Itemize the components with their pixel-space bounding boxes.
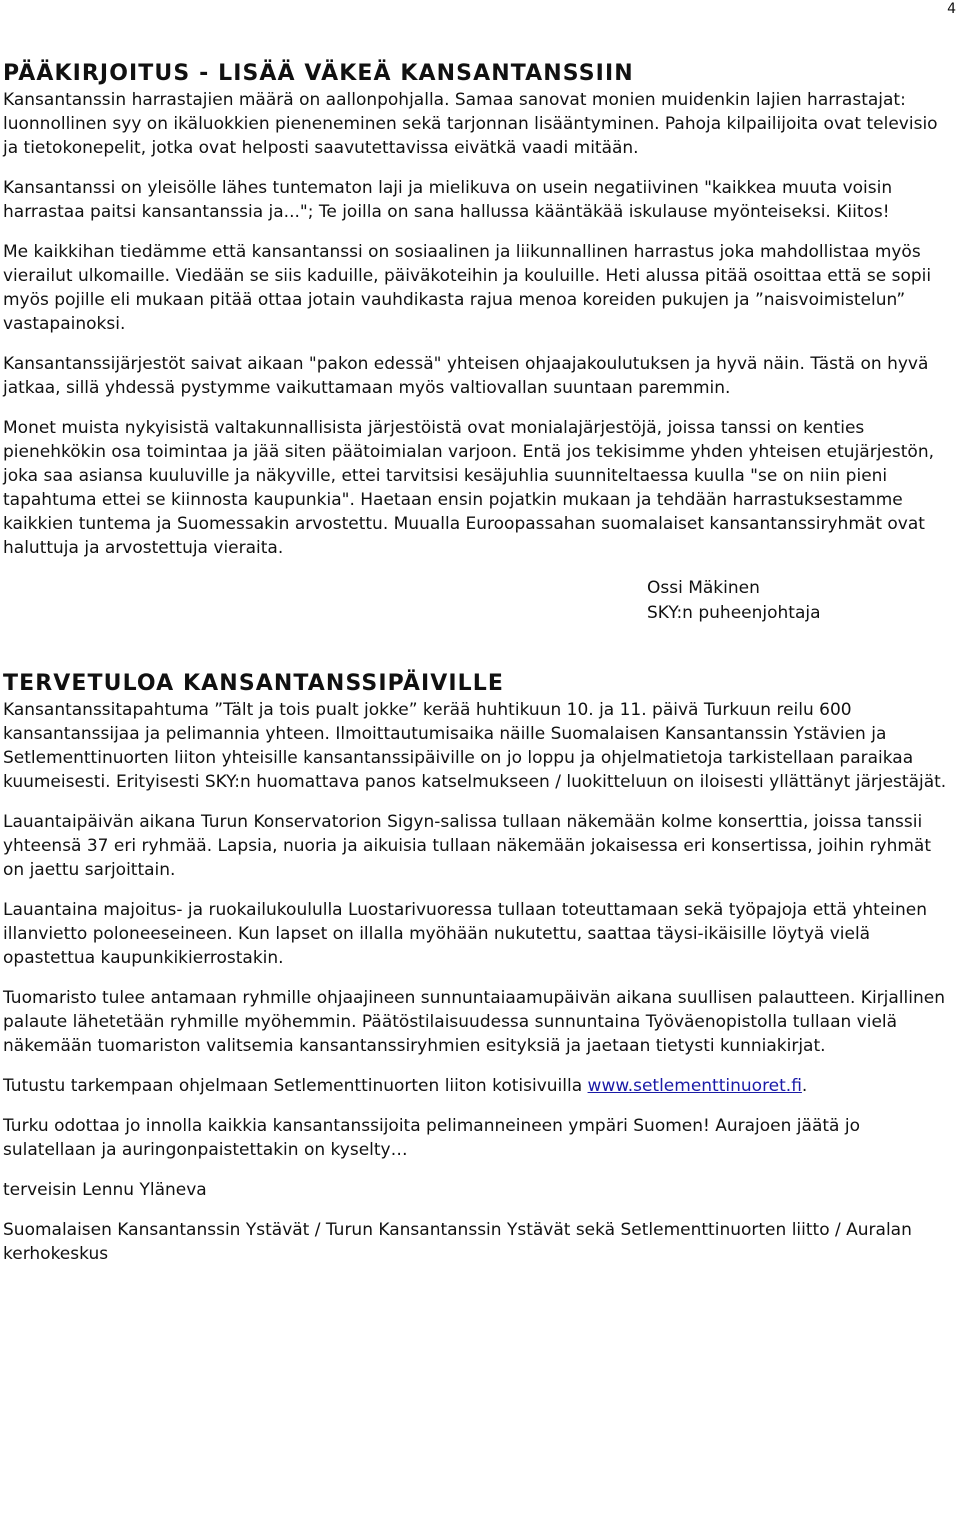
greeting-line: terveisin Lennu Yläneva (3, 1180, 207, 1200)
document-body (3, 60, 953, 1282)
festival-paragraph-1: Kansantanssitapahtuma ”Tält ja tois pualt jokke” kerää huhtikuun 10. ja 11. päivä Turkuun reilu 600 kansantanssijaa ja pelimannia yhteen. Ilmoittautumisaika näille Suomalaisen Kansantanssin Ystävien ja Setlementtinuorten liiton yhteisille kansantanssipäiville on jo loppu ja ohjelmatietoja tarkistellaan paraikaa kuumeisesti. Erityisesti SKY:n huomattava panos katselmukseen / luokitteluun on iloisesti yllättänyt järjestäjät. (3, 700, 947, 792)
setlementtinuoret-link[interactable]: www.setlementtinuoret.fi (587, 1076, 802, 1096)
editorial-paragraph-1: Kansantanssin harrastajien määrä on aallonpohjalla. Samaa sanovat monien muidenkin lajien harrastajat: luonnollinen syy on ikäluokkien pieneneminen sekä tarjonnan lisääntyminen. Pahoja kilpailijoita ovat televisio ja tietokonepelit, jotka ovat helposti saavutettavissa eivätkä vaadi mitään. (3, 90, 938, 158)
signature-name: Ossi Mäkinen (647, 578, 760, 598)
festival-paragraph-4: Tuomaristo tulee antamaan ryhmille ohjaajineen sunnuntaiaamupäivän aikana suullisen palautteen. Kirjallinen palaute lähetetään ryhmille myöhemmin. Päätöstilaisuudessa sunnuntaina Työväenopistolla tullaan vielä näkemään tuomariston valitsemia kansantanssiryhmien esityksiä ja jaetaan tietysti kunniakirjat. (3, 988, 945, 1056)
program-link-prefix: Tutustu tarkempaan ohjelmaan Setlementtinuorten liiton kotisivuilla (3, 1076, 588, 1096)
closing-paragraph: Turku odottaa jo innolla kaikkia kansantanssijoita pelimanneineen ympäri Suomen! Aurajoen jäätä jo sulatellaan ja auringonpaistettakin on kyselty… (3, 1116, 860, 1160)
editorial-paragraph-2: Kansantanssi on yleisölle lähes tuntematon laji ja mielikuva on usein negatiivinen "kaikkea muuta voisin harrastaa paitsi kansantanssia ja..."; Te joilla on sana hallussa kääntäkää iskulause myönteiseksi. Kiitos! (3, 178, 893, 222)
festival-heading: TERVETULOA KANSANTANSSIPÄIVILLE (3, 671, 505, 696)
editorial-signature (647, 576, 953, 626)
editorial-paragraph-3: Me kaikkihan tiedämme että kansantanssi on sosiaalinen ja liikunnallinen harrastus joka mahdollistaa myös vierailut ulkomaille. Viedään se siis kaduille, päiväkoteihin ja kouluille. Heti alussa pitää osoittaa että se sopii myös pojille eli mukaan pitää ottaa jotain vauhdikasta rajua menoa koreiden pukujen ja ”naisvoimistelun” vastapainoksi. (3, 242, 932, 334)
program-link-suffix: . (801, 1076, 808, 1096)
editorial-heading: PÄÄKIRJOITUS - LISÄÄ VÄKEÄ KANSANTANSSIIN (3, 61, 634, 86)
organizations-line: Suomalaisen Kansantanssin Ystävät / Turun Kansantanssin Ystävät sekä Setlementtinuorten liitto / Auralan kerhokeskus (3, 1220, 912, 1264)
festival-section (3, 670, 953, 1266)
signature-role: SKY:n puheenjohtaja (647, 603, 821, 623)
editorial-paragraph-5: Monet muista nykyisistä valtakunnallisista järjestöistä ovat monialajärjestöjä, joissa tanssi on kenties pienehkökin osa toimintaa ja jää siten päätoimialan varjoon. Entä jos tekisimme yhden yhteisen etujärjestön, joka saa asiansa kuuluville ja näkyville, ettei tarvitsisi kesäjuhlia suunniteltaessa kuulla "se on niin pieni tapahtuma ettei se kiinnosta kaupunkia". Haetaan ensin pojatkin mukaan ja tehdään harrastuksestamme kaikkien tuntema ja Suomessakin arvostettu. Muualla Euroopassahan suomalaiset kansantanssiryhmät ovat haluttuja ja arvostettuja vieraita. (3, 418, 934, 558)
festival-paragraph-2: Lauantaipäivän aikana Turun Konservatorion Sigyn-salissa tullaan näkemään kolme konserttia, joissa tanssii yhteensä 37 eri ryhmää. Lapsia, nuoria ja aikuisia tullaan näkemään jokaisessa eri konsertissa, joihin ryhmät on jaettu sarjoittain. (3, 812, 932, 880)
festival-paragraph-3: Lauantaina majoitus- ja ruokailukoululla Luostarivuoressa tullaan toteuttamaan sekä työpajoja että yhteinen illanvietto poloneeseineen. Kun lapset on illalla myöhään nukutettu, saattaa täysi-ikäisille löytyä vielä opastettua kaupunkikierrostakin. (3, 900, 928, 968)
page-number: 4 (947, 1, 956, 17)
editorial-paragraph-4: Kansantanssijärjestöt saivat aikaan "pakon edessä" yhteisen ohjaajakoulutuksen ja hyvä näin. Tästä on hyvä jatkaa, sillä yhdessä pystymme vaikuttamaan myös valtiovallan suuntaan paremmin. (3, 354, 929, 398)
program-link-paragraph (3, 1074, 953, 1098)
closing-block (3, 1114, 953, 1266)
editorial-section (3, 60, 953, 626)
